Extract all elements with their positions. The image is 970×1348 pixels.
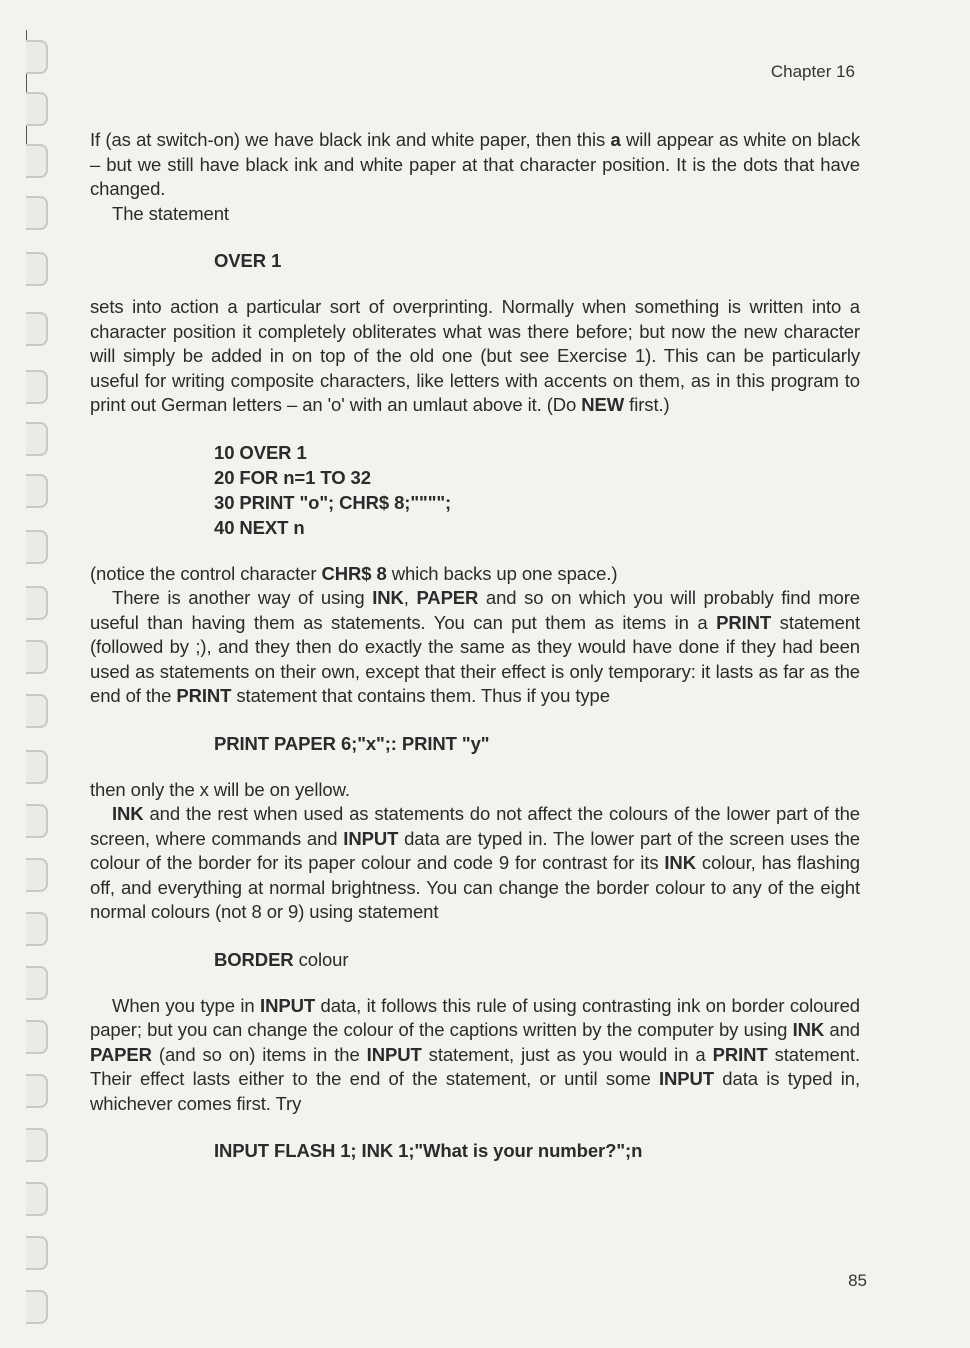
punch-hole [26,640,48,674]
punch-hole [26,966,48,1000]
code-listing [90,440,860,540]
code-line: BORDER colour [214,948,349,970]
punch-hole [26,1074,48,1108]
punch-hole [26,1182,48,1216]
punch-hole [26,422,48,456]
punch-hole [26,1290,48,1324]
code-line: OVER 1 [214,250,282,271]
code-line: INPUT FLASH 1; INK 1;"What is your number?";n [214,1140,643,1161]
punch-hole [26,1236,48,1270]
punch-hole [26,1020,48,1054]
code-line: 10 OVER 1 [214,441,307,463]
paragraph: When you type in INPUT data, it follows this rule of using contrasting ink on border coloured paper; but you can change the colour of the captions written by the computer by using INK and PAPER (and so on) items in the INPUT statement, just as you would in a PRINT statement. Their effect lasts either to the end of the statement, or until some INPUT data is typed in, whichever comes first. Try [90,994,861,1114]
punch-hole [26,694,48,728]
paragraph: (notice the control character CHR$ 8 which backs up one space.) [90,562,618,584]
punch-hole [26,312,48,346]
code-line: 40 NEXT n [214,516,305,538]
code-line: 20 FOR n=1 TO 32 [214,466,371,488]
punch-hole [26,92,48,126]
paragraph: The statement [112,202,229,224]
paragraph: INK and the rest when used as statements do not affect the colours of the lower part of the screen, where commands and INPUT data are typed in. The lower part of the screen uses the colour of the border for its paper colour and code 9 for contrast for its INK colour, has flashing off, and everything at normal brightness. You can change the border colour to any of the eight normal colours (not 8 or 9) using statement [90,803,860,922]
paragraph: then only the x will be on yellow. [90,778,350,800]
page-body [90,128,860,1163]
code-line: 30 PRINT "o"; CHR$ 8;""""; [214,491,452,513]
punch-hole [26,1128,48,1162]
paragraph: If (as at switch-on) we have black ink and white paper, then this a will appear as white on black – but we still have black ink and white paper at that character position. It is the dots that have changed. [90,129,860,199]
code-line: PRINT PAPER 6;"x";: PRINT "y" [214,732,490,754]
punch-hole [26,858,48,892]
chapter-header: Chapter 16 [770,62,855,81]
punch-hole [26,144,48,178]
punch-hole [26,370,48,404]
punch-hole [26,750,48,784]
page-number: 85 [848,1271,867,1290]
punch-hole [26,586,48,620]
punch-hole [26,474,48,508]
binding-holes [18,30,58,1330]
paragraph: There is another way of using INK, PAPER and so on which you will probably find more useful than having them as statements. You can put them as items in a PRINT statement (followed by ;), and they then do exactly the same as they would have done if they had been used as statements on their own, except that their effect is only temporary: it lasts as far as the end of the PRINT statement that contains them. Thus if you type [90,587,860,706]
punch-hole [26,40,48,74]
punch-hole [26,530,48,564]
punch-hole [26,804,48,838]
paragraph: sets into action a particular sort of overprinting. Normally when something is written into a character position it completely obliterates what was there before; but now the new character will simply be added in on top of the old one (but see Exercise 1). This can be particularly useful for writing composite characters, like letters with accents on them, as in this program to print out German letters – an 'o' with an umlaut above it. (Do NEW first.) [90,296,860,415]
punch-hole [26,252,48,286]
punch-hole [26,196,48,230]
punch-hole [26,912,48,946]
